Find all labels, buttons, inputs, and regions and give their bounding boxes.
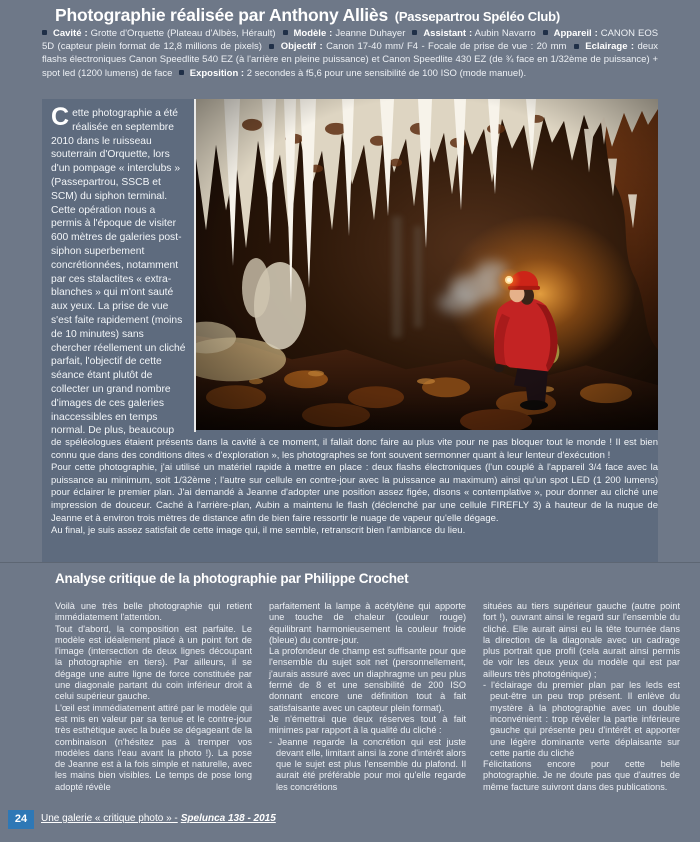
cave-photo bbox=[194, 99, 658, 432]
analysis-heading: Analyse critique de la photographie par Philippe Crochet bbox=[55, 571, 409, 586]
page-number-badge: 24 bbox=[8, 810, 34, 829]
analysis-paragraph: parfaitement la lampe à acétylène qui apporte une touche de chaleur (couleur rouge) équilibrant harmonieusement la couleur froide (bleue) du contre-jour. bbox=[269, 601, 466, 645]
square-bullet-icon bbox=[574, 44, 579, 49]
spec-item-exposition bbox=[175, 68, 526, 79]
analysis-paragraph: situées au tiers supérieur gauche (autre point fort !), ouvrant ainsi le regard sur l'ensemble du cliché. Elle aurait ainsi eu la tête tournée dans la direction de la diagonale avec un cadrage plus portrait que profil (cela aurait ainsi permis de voir les deux yeux du modèle qui est par ailleurs très photogénique) ; bbox=[483, 601, 680, 679]
analysis-paragraph: Félicitations encore pour cette belle photographie. Je ne doute pas que d'autres de même facture suivront dans des publications. bbox=[483, 759, 680, 792]
footer-caption bbox=[41, 813, 276, 824]
analysis-paragraph: La profondeur de champ est suffisante pour que l'ensemble du sujet soit net (personnellement, j'aurais assuré avec un diaphragme un peu plus fermé de 8 et une sensibilité de 200 ISO donnant encore une définition tout à fait satisfaisante avec un capteur plein format). bbox=[269, 646, 466, 713]
square-bullet-icon bbox=[283, 30, 288, 35]
spec-label: Appareil : bbox=[553, 28, 598, 39]
spec-item-objectif bbox=[265, 41, 566, 52]
square-bullet-icon bbox=[42, 30, 47, 35]
spec-value: Canon 17-40 mm/ F4 - Focale de prise de vue : 20 mm bbox=[326, 41, 567, 53]
spec-item-cavite bbox=[42, 28, 276, 39]
page-title-club: (Passepartrou Spéléo Club) bbox=[394, 9, 560, 24]
spec-label: Cavité : bbox=[52, 28, 88, 39]
analysis-list-item: - Jeanne regarde la concrétion qui est juste devant elle, limitant ainsi la zone d'intérêt alors que le sujet est plus l'ensemble du plafond. Il aurait été préférable pour moi qu'elle regarde les concrétions bbox=[269, 736, 466, 792]
spec-value: Grotte d'Orquette (Plateau d'Albès, Hérault) bbox=[90, 28, 276, 39]
page-title-main: Photographie réalisée par Anthony Alliès bbox=[55, 5, 389, 25]
analysis-column-2 bbox=[269, 601, 466, 793]
analysis-paragraph: Je n'émettrai que deux réserves tout à fait minimes par rapport à la qualité du cliché : bbox=[269, 713, 466, 736]
square-bullet-icon bbox=[543, 30, 548, 35]
analysis-paragraph: L'œil est immédiatement attiré par le modèle qui est mis en valeur par sa tenue et le contre-jour très esthétique avec la buée se dégageant de la combinaison (n'hésitez pas à tremper vos modèles dans l'eau avant la photo !). La pose de Jeanne est à la fois simple et naturelle, avec les mains bien visibles. Le temps de pose long adopté révèle bbox=[55, 702, 252, 792]
spec-value: deux flashs électroniques Canon Speedlite 540 EZ (à l'arrière en pleine puissance) et Canon Speedlite 430 EZ (de ¾ face en 1/32ème de puissance) + spot led (1200 lumens) de face bbox=[42, 41, 659, 79]
spec-label: Assistant : bbox=[423, 28, 473, 39]
spec-label: Objectif : bbox=[280, 41, 323, 53]
spec-value: 2 secondes à f5,6 pour une sensibilité de 100 ISO (mode manuel). bbox=[246, 67, 527, 79]
spec-value: Jeanne Duhayer bbox=[335, 28, 406, 39]
square-bullet-icon bbox=[179, 70, 184, 75]
footer-issue: Spelunca 138 - 2015 bbox=[180, 813, 276, 824]
tech-specs bbox=[42, 27, 658, 80]
spec-value: Aubin Navarro bbox=[474, 28, 536, 39]
analysis-column-3 bbox=[483, 601, 680, 793]
analysis-column-1 bbox=[55, 601, 252, 793]
spec-item-assistant bbox=[408, 28, 535, 39]
story-paragraph: Au final, je suis assez satisfait de cette image qui, il me semble, retranscrit bien l'ambiance du lieu. bbox=[51, 525, 466, 537]
analysis-list-item: - l'éclairage du premier plan par les leds est peut-être un peu trop présent. Il enlève du mystère à la photographie avec un double inconvénient : trop révéler la partie inférieure gauche qui présente peu d'intérêt et apporter une légère dominante verte déplaisante sur cette partie du cliché bbox=[483, 680, 680, 758]
spec-label: Eclairage : bbox=[585, 41, 635, 53]
content-panel bbox=[42, 99, 658, 562]
story-paragraph: Pour cette photographie, j'ai utilisé un matériel rapide à mettre en place : deux flashs électroniques (l'un couplé à l'appareil 3/4 face avec la puissance au minimum, soit 1/32ème ; l'autre sur cellule en contre-jour avec la puissance au maximum) ainsi qu'un spot LED (1 200 lumens) pour éclairer le premier plan. J'ai demandé à Jeanne d'adopter une position assez figée, disons « contemplative », pour donner au cliché une impression de douceur. Caché à l'arrière-plan, Aubin a maintenu le flash (déclenché par une cellule FIREFLY 3) à hauteur de la nuque de Jeanne et à environ trois mètres de distance afin de bien faire ressortir le nuage de vapeur qu'elle dégage. bbox=[51, 462, 658, 524]
page-title bbox=[55, 5, 560, 26]
sidebar-text bbox=[51, 103, 186, 438]
spec-label: Modèle : bbox=[293, 28, 333, 39]
story-paragraph: de spéléologues étaient présents dans la cavité à ce moment, il fallait donc faire au plus vite pour ne pas bloquer tout le monde ! Il est bien connu que dans des conditions dites « d'exploration », les photographes se font souvent sermonner quant à leur lenteur d'exécution ! bbox=[51, 437, 658, 461]
analysis-section bbox=[0, 562, 700, 811]
sidebar-body: ette photographie a été réalisée en septembre 2010 dans le ruisseau souterrain d'Orquette, lors d'un pompage « interclubs » (Passepartrou, SSCB et SCM) du siphon terminal. Cette opération nous a permis à l'époque de visiter 600 mètres de galeries post-siphon superbement concrétionnées, notamment par ces stalactites « extra-blanches » qui m'ont sauté aux yeux. La prise de vue s'est faite rapidement (moins de 10 minutes) sans chercher réellement un cliché parfait, l'objectif de cette séance étant plutôt de collecter un grand nombre d'images de ces galeries inaccessibles en temps normal. De plus, beaucoup bbox=[51, 108, 186, 437]
photo-story-sidebar bbox=[42, 99, 194, 440]
analysis-paragraph: Tout d'abord, la composition est parfaite. Le modèle est idéalement placé à un point fort de l'image (intersection de deux lignes découpant la photographie en tiers). Par ailleurs, il se dégage une autre ligne de force constituée par une diagonale partant du coin inférieur droit à celui supérieur gauche. bbox=[55, 623, 252, 702]
footer-label: Une galerie « critique photo » - bbox=[41, 813, 178, 824]
analysis-paragraph: Voilà une très belle photographie qui retient immédiatement l'attention. bbox=[55, 601, 252, 623]
square-bullet-icon bbox=[412, 30, 417, 35]
square-bullet-icon bbox=[269, 44, 274, 49]
spec-item-modele bbox=[279, 28, 406, 39]
cave-photo-illustration bbox=[196, 99, 658, 430]
photo-story-continued bbox=[42, 436, 658, 538]
spec-value: CANON EOS 5D (capteur plein format de 12,8 millions de pixels) bbox=[42, 28, 659, 53]
spec-label: Exposition : bbox=[189, 67, 245, 79]
page-footer bbox=[0, 809, 700, 833]
drop-cap: C bbox=[51, 103, 70, 131]
